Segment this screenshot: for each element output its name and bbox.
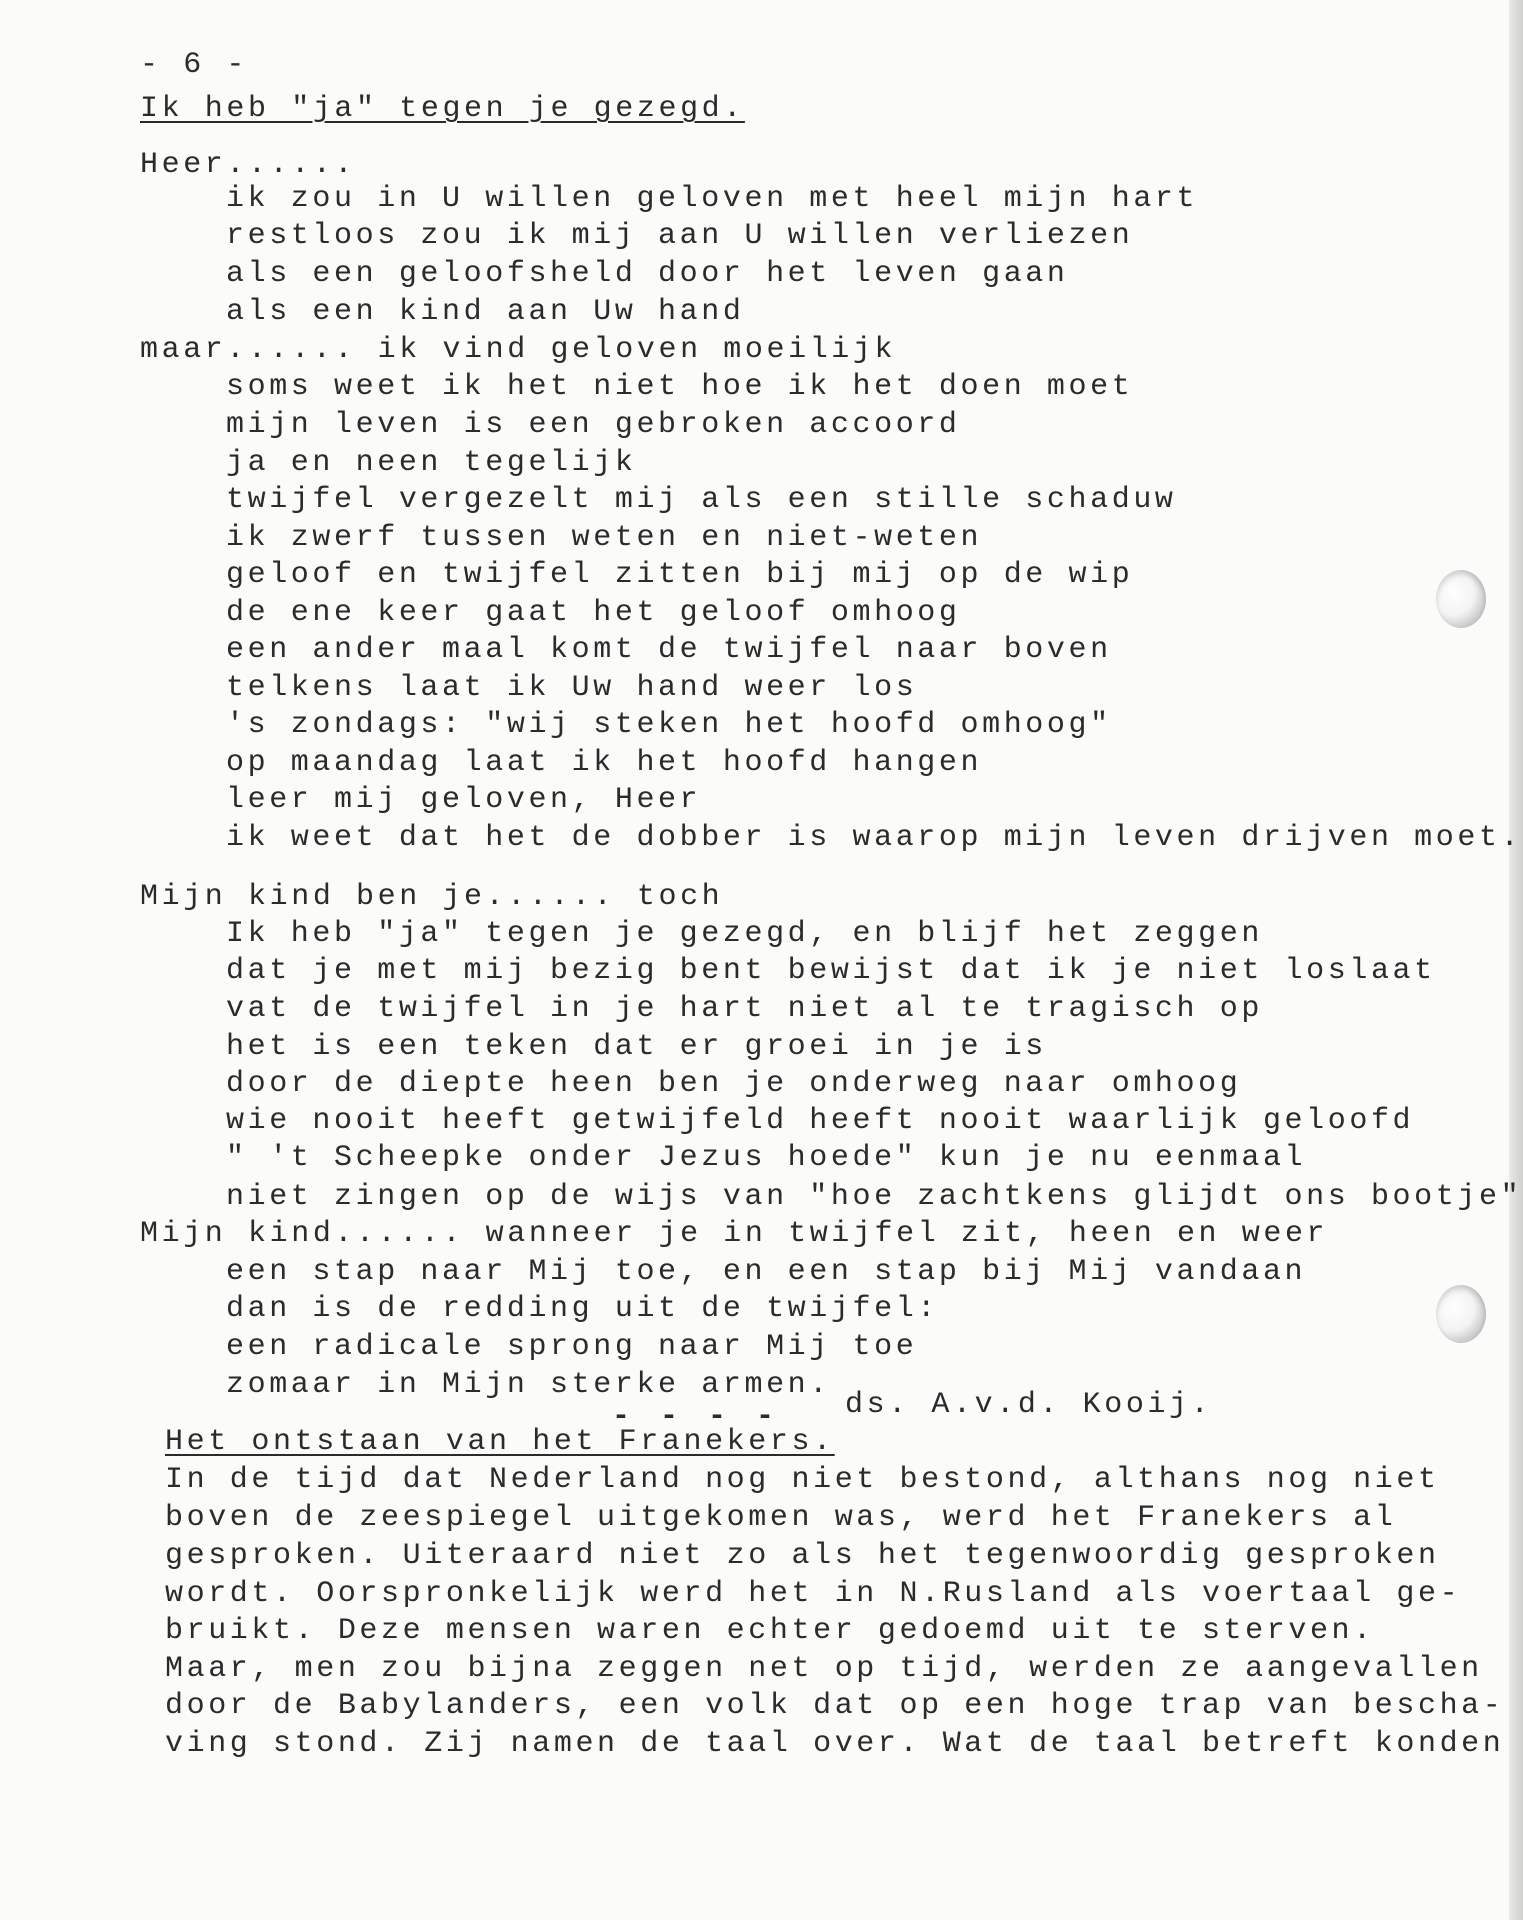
poem-line: vat de twijfel in je hart niet al te tragisch op	[226, 992, 1263, 1026]
poem-line: geloof en twijfel zitten bij mij op de wip	[226, 558, 1134, 592]
article-line: In de tijd dat Nederland nog niet bestond, althans nog niet	[165, 1463, 1440, 1497]
poem-line: ik weet dat het de dobber is waarop mijn leven drijven moet.	[226, 821, 1523, 855]
article-line: gesproken. Uiteraard niet zo als het tegenwoordig gesproken	[165, 1539, 1440, 1573]
article-line: door de Babylanders, een volk dat op een hoge trap van bescha-	[165, 1689, 1505, 1723]
poem-line: zomaar in Mijn sterke armen.	[226, 1368, 831, 1402]
poem-line: het is een teken dat er groei in je is	[226, 1030, 1047, 1064]
poem-line: een stap naar Mij toe, en een stap bij Mij vandaan	[226, 1255, 1307, 1289]
article-title: Het ontstaan van het Franekers.	[165, 1425, 835, 1459]
poem-line: een radicale sprong naar Mij toe	[226, 1330, 918, 1364]
article-line: ving stond. Zij namen de taal over. Wat de taal betreft konden	[165, 1727, 1505, 1761]
poem-line: soms weet ik het niet hoe ik het doen moet	[226, 370, 1134, 404]
poem-line: telkens laat ik Uw hand weer los	[226, 671, 918, 705]
punch-hole-bottom	[1436, 1285, 1486, 1343]
poem-line: Mijn kind...... wanneer je in twijfel zit, heen en weer	[140, 1217, 1329, 1251]
poem-line: twijfel vergezelt mij als een stille schaduw	[226, 483, 1177, 517]
article-line: bruikt. Deze mensen waren echter gedoemd uit te sterven.	[165, 1614, 1375, 1648]
poem-line: " 't Scheepke onder Jezus hoede" kun je nu eenmaal	[226, 1141, 1307, 1175]
poem-line: maar...... ik vind geloven moeilijk	[140, 333, 897, 367]
poem-line: Heer......	[140, 148, 357, 182]
poem-line: leer mij geloven, Heer	[226, 783, 702, 817]
paper-edge	[1509, 0, 1523, 1920]
poem-line: als een kind aan Uw hand	[226, 295, 745, 329]
poem-line: Mijn kind ben je...... toch	[140, 880, 724, 914]
poem-line: de ene keer gaat het geloof omhoog	[226, 596, 961, 630]
poem-title: Ik heb "ja" tegen je gezegd.	[140, 92, 745, 126]
poem-line: ik zou in U willen geloven met heel mijn hart	[226, 182, 1199, 216]
poem-line: als een geloofsheld door het leven gaan	[226, 257, 1069, 291]
poem-line: op maandag laat ik het hoofd hangen	[226, 746, 983, 780]
poem-line: niet zingen op de wijs van "hoe zachtkens glijdt ons bootje"	[226, 1180, 1523, 1214]
article-line: boven de zeespiegel uitgekomen was, werd het Franekers al	[165, 1501, 1397, 1535]
page-number: - 6 -	[140, 48, 249, 82]
poem-line: een ander maal komt de twijfel naar boven	[226, 633, 1112, 667]
poem-line: door de diepte heen ben je onderweg naar omhoog	[226, 1067, 1242, 1101]
poem-line: wie nooit heeft getwijfeld heeft nooit waarlijk geloofd	[226, 1104, 1415, 1138]
poem-line: dat je met mij bezig bent bewijst dat ik je niet loslaat	[226, 954, 1436, 988]
poem-line: dan is de redding uit de twijfel:	[226, 1292, 939, 1326]
poem-line: Ik heb "ja" tegen je gezegd, en blijf het zeggen	[226, 917, 1263, 951]
section-separator: - - - -	[612, 1400, 781, 1434]
poem-line: ik zwerf tussen weten en niet-weten	[226, 521, 983, 555]
article-line: wordt. Oorspronkelijk werd het in N.Rusland als voertaal ge-	[165, 1577, 1462, 1611]
punch-hole-top	[1436, 570, 1486, 628]
article-line: Maar, men zou bijna zeggen net op tijd, werden ze aangevallen	[165, 1652, 1483, 1686]
poem-signature: ds. A.v.d. Kooij.	[845, 1388, 1213, 1422]
poem-line: mijn leven is een gebroken accoord	[226, 408, 961, 442]
poem-line: 's zondags: "wij steken het hoofd omhoog"	[226, 708, 1112, 742]
poem-line: restloos zou ik mij aan U willen verliezen	[226, 219, 1134, 253]
poem-line: ja en neen tegelijk	[226, 446, 637, 480]
